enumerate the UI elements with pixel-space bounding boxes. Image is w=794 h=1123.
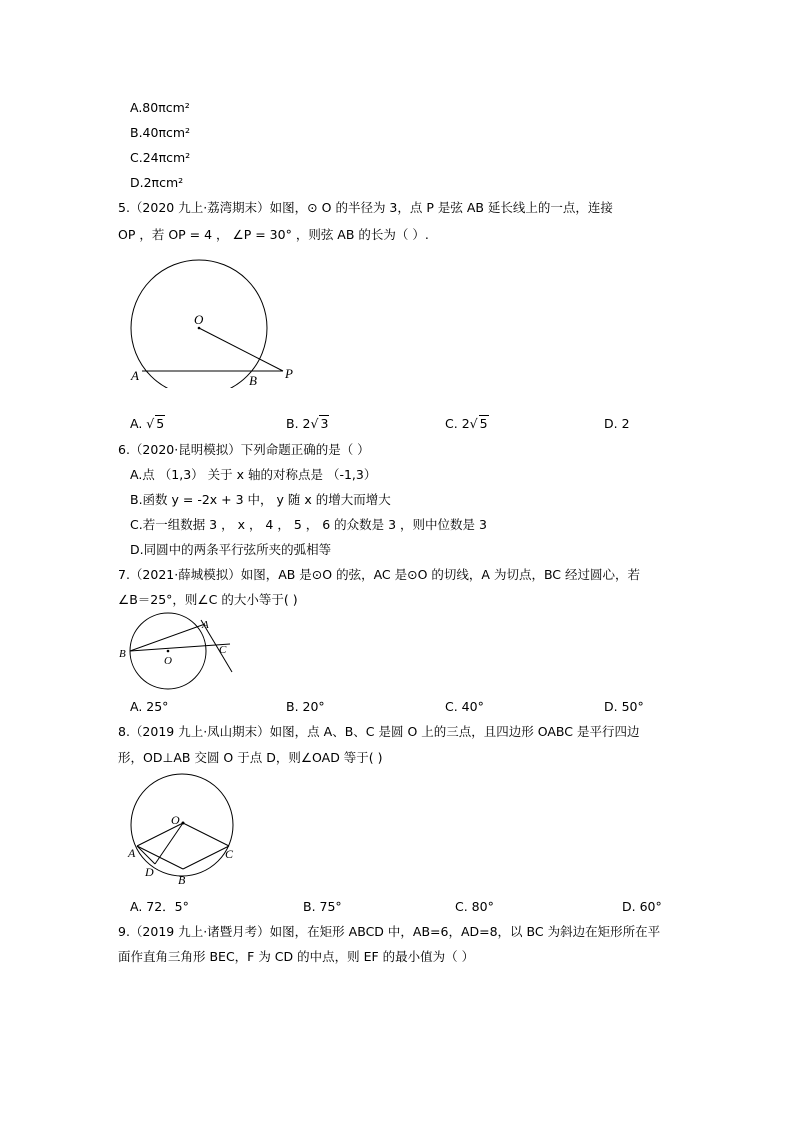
q4-option-d: D.2πcm²: [130, 175, 184, 190]
q7-option-b: B. 20°: [286, 699, 325, 714]
q9-stem-line1: 9.（2019 九上·诸暨月考）如图，在矩形 ABCD 中，AB=6，AD=8，以 BC 为斜边在矩形所在平: [118, 924, 661, 939]
q8-option-b: B. 75°: [303, 899, 342, 914]
q7-option-c: C. 40°: [445, 699, 484, 714]
q7-option-a: A. 25°: [130, 699, 169, 714]
q8-label-o: O: [171, 813, 180, 827]
q8-label-b: B: [178, 873, 186, 887]
q6-stem: 6.（2020·昆明模拟）下列命题正确的是（ ）: [118, 442, 370, 457]
q5-label-o: O: [194, 312, 204, 327]
q7-label-b: B: [119, 648, 126, 660]
q5-option-c: C. 2√ 5: [445, 416, 488, 431]
q7-label-a: A: [202, 619, 209, 631]
q9-stem-line2: 面作直角三角形 BEC，F 为 CD 的中点，则 EF 的最小值为（ ）: [118, 949, 475, 964]
q8-option-c: C. 80°: [455, 899, 494, 914]
q5-stem-line1: 5.（2020 九上·荔湾期末）如图，⊙ O 的半径为 3，点 P 是弦 AB 延长线上的一点，连接: [118, 200, 613, 215]
q8-line-bc: [183, 846, 229, 869]
q5-figure: [125, 258, 305, 388]
q6-option-d: D.同圆中的两条平行弦所夹的弧相等: [130, 542, 332, 557]
q8-stem-line2: 形，OD⊥AB 交圆 O 于点 D，则∠OAD 等于( ): [118, 750, 383, 765]
q8-option-d: D. 60°: [622, 899, 662, 914]
q5-option-d: D. 2: [604, 416, 630, 431]
q8-label-c: C: [225, 847, 234, 861]
q5-option-b: B. 2√ 3: [286, 416, 329, 431]
q8-center-point: [182, 822, 185, 825]
q7-stem-line1: 7.（2021·薛城模拟）如图，AB 是⊙O 的弦，AC 是⊙O 的切线，A 为切点，BC 经过圆心，若: [118, 567, 640, 582]
q5-option-a: A. √ 5: [130, 416, 165, 431]
q6-option-a: A.点 （1,3） 关于 x 轴的对称点是 （-1,3）: [130, 467, 377, 482]
q4-option-b: B.40πcm²: [130, 125, 191, 140]
q5-label-b: B: [249, 373, 257, 388]
q8-label-a: A: [128, 846, 136, 860]
q7-stem-line2: ∠B＝25°，则∠C 的大小等于( ): [118, 592, 298, 607]
q6-option-b: B.函数 y = -2x + 3 中， y 随 x 的增大而增大: [130, 492, 391, 507]
q6-option-c: C.若一组数据 3 ， x ， 4 ， 5 ， 6 的众数是 3 ，则中位数是 3: [130, 517, 487, 532]
q5-center-point: [198, 327, 201, 330]
q7-label-o: O: [164, 655, 172, 667]
q8-label-d: D: [145, 865, 154, 879]
q8-stem-line1: 8.（2019 九上·凤山期末）如图，点 A、B、C 是圆 O 上的三点，且四边形 OABC 是平行四边: [118, 724, 640, 739]
q7-center-point: [167, 650, 170, 653]
q7-label-c: C: [219, 644, 227, 656]
q8-line-oc: [183, 823, 229, 846]
q4-option-a: A.80πcm²: [130, 100, 190, 115]
q5-label-p: P: [285, 366, 293, 381]
q8-option-a: A. 72．5°: [130, 899, 189, 914]
q7-option-d: D. 50°: [604, 699, 644, 714]
q8-line-od: [155, 823, 183, 864]
q5-line-op: [199, 328, 283, 371]
q4-option-c: C.24πcm²: [130, 150, 191, 165]
q8-figure: [125, 772, 240, 890]
q7-line-bc: [130, 644, 230, 651]
q7-figure: [115, 612, 240, 690]
q5-stem-line2: OP ，若 OP = 4 ， ∠P = 30° ，则弦 AB 的长为（ ）.: [118, 227, 429, 242]
q5-label-a: A: [131, 368, 139, 383]
